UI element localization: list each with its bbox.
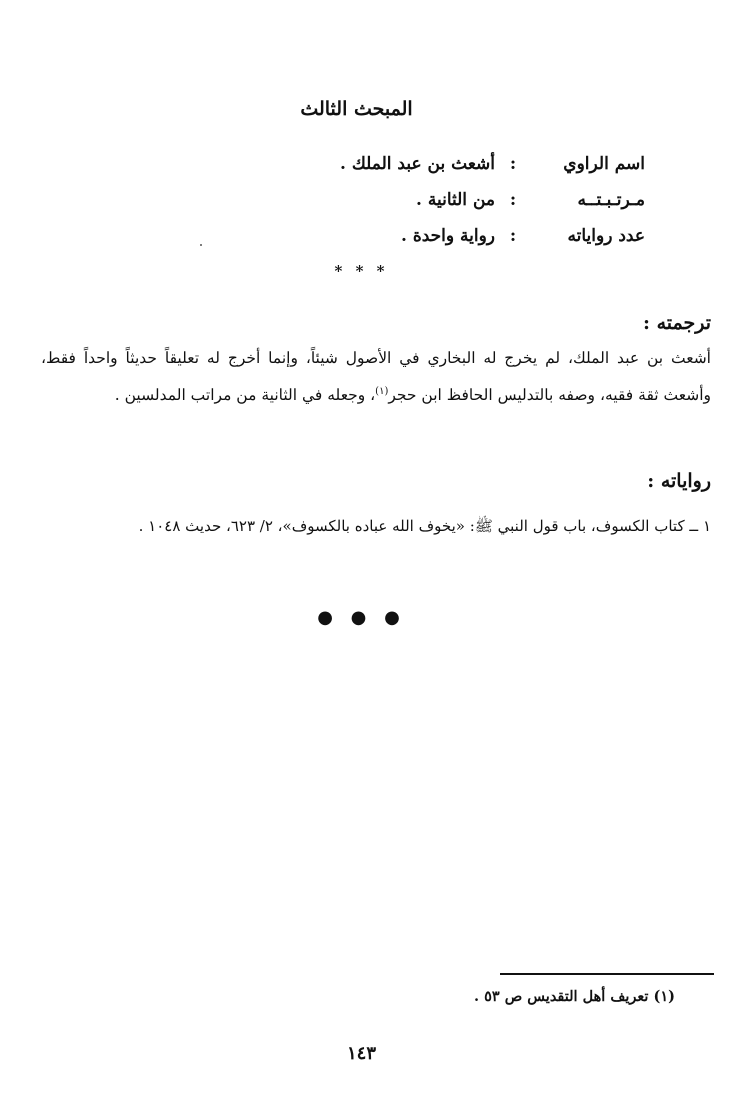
footnote: (١) تعريف أهل التقديس ص ٥٣ . <box>473 988 675 1005</box>
biography-paragraph <box>41 342 711 412</box>
info-separator: : <box>509 154 517 174</box>
info-value: أشعث بن عبد الملك . <box>339 154 495 174</box>
footnote-ref: (١) <box>375 386 389 397</box>
info-row-narrator-name <box>205 154 645 184</box>
info-separator: : <box>509 226 517 246</box>
info-value: رواية واحدة . <box>400 226 495 246</box>
info-separator: : <box>509 190 517 210</box>
biography-text: أشعث بن عبد الملك، لم يخرج له البخاري في الأصول شيئاً، وإنما أخرج له تعليقاً حديثاً واحداً فقط، وأشعث ثقة فقيه، وصفه بالتدليس الحافظ ابن حجر <box>41 349 711 405</box>
info-label: اسم الراوي <box>563 154 645 174</box>
footnote-rule <box>500 973 714 975</box>
biography-heading: ترجمته : <box>642 312 711 334</box>
biography-text-continued: ، وجعله في الثانية من مراتب المدلسين . <box>114 386 376 405</box>
info-value: من الثانية . <box>416 190 495 210</box>
star-divider: * * * <box>334 262 389 280</box>
info-label: مـرتـبـتــه <box>577 190 645 210</box>
info-row-rank <box>205 190 645 220</box>
narration-item: ١ ــ كتاب الكسوف، باب قول النبي ﷺ: «يخوف الله عباده بالكسوف»، ٢/ ٦٢٣، حديث ١٠٤٨ . <box>138 517 711 535</box>
dot-divider: ● ● ● <box>317 607 406 628</box>
section-title: المبحث الثالث <box>300 98 413 120</box>
narrations-heading: رواياته : <box>647 470 711 492</box>
info-label: عدد رواياته <box>567 226 645 246</box>
page-number: ١٤٣ <box>346 1043 376 1064</box>
info-row-narration-count <box>205 226 645 256</box>
scan-speck <box>200 244 202 246</box>
